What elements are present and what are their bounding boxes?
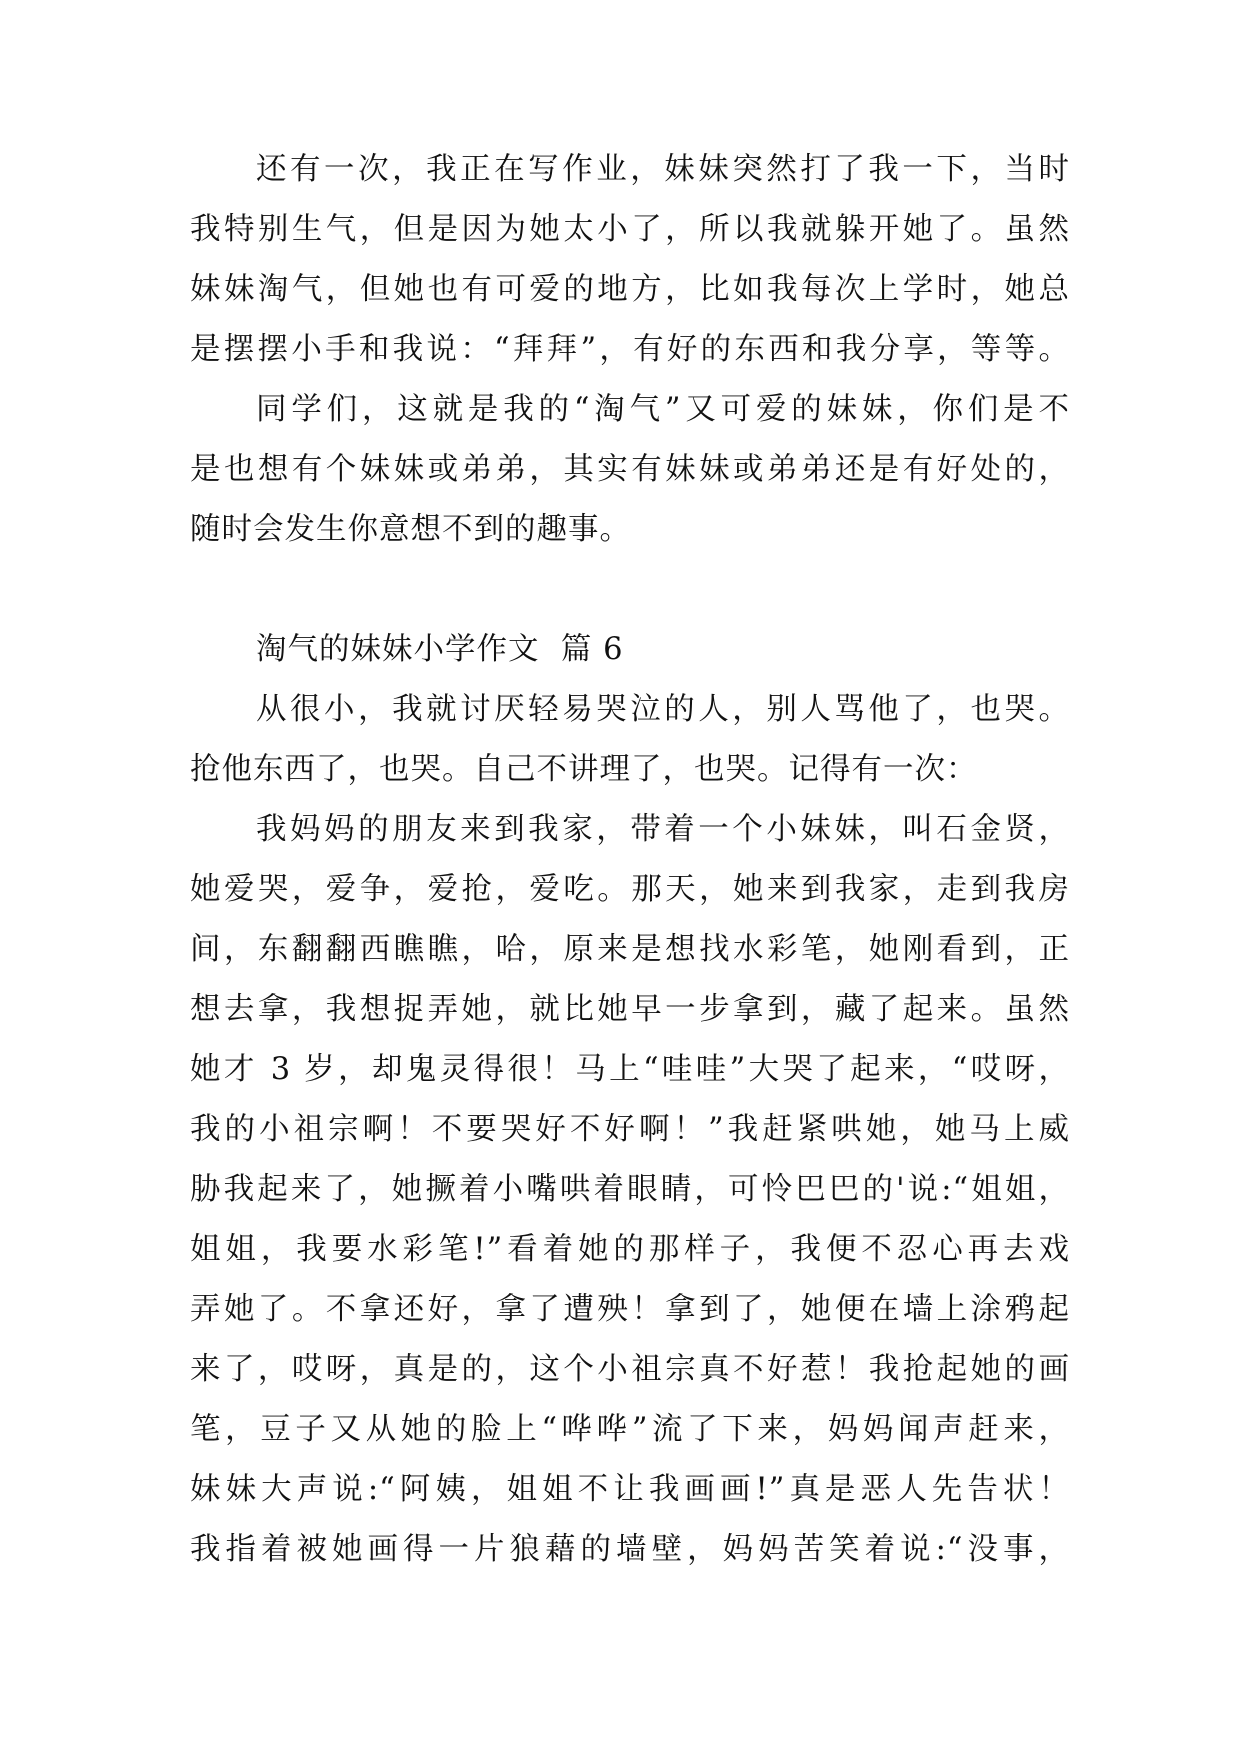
paragraph-line: 姐姐，我要水彩笔!”看着她的那样子，我便不忍心再去戏 [190,1232,1070,1267]
paragraph-line: 弄她了。不拿还好，拿了遭殃！拿到了，她便在墙上涂鸦起 [190,1292,1070,1327]
paragraph-line: 间，东翻翻西瞧瞧，哈，原来是想找水彩笔，她刚看到，正 [190,932,1070,967]
paragraph-line: 抢他东西了，也哭。自己不讲理了，也哭。记得有一次： [190,752,978,787]
paragraph-line: 是也想有个妹妹或弟弟，其实有妹妹或弟弟还是有好处的， [190,452,1070,487]
paragraph-line: 我特别生气，但是因为她太小了，所以我就躲开她了。虽然 [190,212,1070,247]
paragraph-line: 想去拿，我想捉弄她，就比她早一步拿到，藏了起来。虽然 [190,992,1070,1027]
paragraph-line: 随时会发生你意想不到的趣事。 [190,512,631,547]
paragraph-line: 还有一次，我正在写作业，妹妹突然打了我一下，当时 [256,152,1070,187]
paragraph-line: 我的小祖宗啊！不要哭好不好啊！”我赶紧哄她，她马上威 [190,1112,1070,1147]
paragraph-line: 她才 3 岁，却鬼灵得很！马上“哇哇”大哭了起来，“哎呀， [190,1052,1070,1087]
paragraph-line: 同学们，这就是我的“淘气”又可爱的妹妹，你们是不 [256,392,1070,427]
paragraph-line: 从很小，我就讨厌轻易哭泣的人，别人骂他了，也哭。 [256,692,1070,727]
paragraph-line: 来了，哎呀，真是的，这个小祖宗真不好惹！我抢起她的画 [190,1352,1070,1387]
paragraph-line: 妹妹大声说:“阿姨，姐姐不让我画画!”真是恶人先告状！ [190,1472,1070,1507]
paragraph-line: 我指着被她画得一片狼藉的墙壁，妈妈苦笑着说:“没事， [190,1532,1070,1567]
paragraph-line: 笔，豆子又从她的脸上“哗哗”流了下来，妈妈闻声赶来， [190,1412,1070,1447]
paragraph-line: 我妈妈的朋友来到我家，带着一个小妹妹，叫石金贤， [256,812,1070,847]
paragraph-line: 是摆摆小手和我说：“拜拜”，有好的东西和我分享，等等。 [190,332,1070,367]
paragraph-line: 妹妹淘气，但她也有可爱的地方，比如我每次上学时，她总 [190,272,1070,307]
paragraph-line: 胁我起来了，她撅着小嘴哄着眼睛，可怜巴巴的'说:“姐姐， [190,1172,1070,1207]
section-heading: 淘气的妹妹小学作文 篇 6 [256,632,624,667]
paragraph-line: 她爱哭，爱争，爱抢，爱吃。那天，她来到我家，走到我房 [190,872,1070,907]
